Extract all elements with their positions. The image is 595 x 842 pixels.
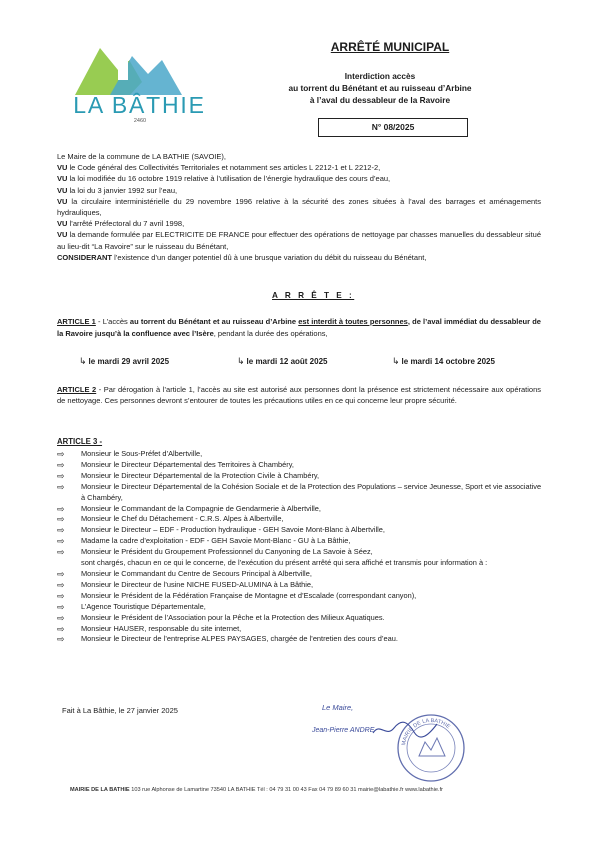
footer [70, 787, 540, 793]
operation-date: ↳ le mardi 12 août 2025 [237, 356, 328, 366]
operation-date: ↳ le mardi 14 octobre 2025 [392, 356, 495, 366]
list-item: ⇨ Monsieur le Directeur Départemental de la Cohésion Sociale et de la Protection des Populations – service Jeunesse, Sport et vie associative à Chambéry, [57, 481, 542, 502]
vu-line: VU l’arrêté Préfectoral du 7 avril 1998, [57, 219, 185, 229]
arrete-number-box: N° 08/2025 [318, 118, 468, 137]
return-arrow-icon: ↳ [237, 356, 245, 366]
document-title: ARRÊTÉ MUNICIPAL [330, 40, 450, 54]
vu-line: VU la loi du 3 janvier 1992 sur l’eau, [57, 185, 178, 195]
arrow-right-icon: ⇨ [57, 514, 65, 525]
arrow-right-icon: ⇨ [57, 536, 65, 547]
logo-subtext: 2460 [133, 118, 147, 124]
return-arrow-icon: ↳ [392, 356, 400, 366]
list-item: ⇨ Monsieur le Directeur de l’usine NICHE FUSED-ALUMINA à La Bâthie, [57, 579, 314, 590]
list-item: ⇨ Monsieur le Directeur – EDF - Production hydraulique - GEH Savoie Mont-Blanc à Albertville, [57, 525, 385, 536]
article-2-label: ARTICLE 2 [57, 385, 97, 394]
arrow-right-icon: ⇨ [57, 503, 65, 514]
vu-line: VU le Code général des Collectivités Territoriales et notamment ses articles L 2212-1 et L 2212-2, [57, 163, 381, 173]
arrow-right-icon: ⇨ [57, 525, 65, 536]
list-item: ⇨ Monsieur le Directeur Départemental des Territoires à Chambéry, [57, 459, 294, 470]
stamp-text: MAIRIE DE LA BATHIE [401, 717, 451, 747]
list-item: ⇨ Monsieur le Sous-Préfet d’Albertville, [57, 449, 203, 459]
arrow-right-icon: ⇨ [57, 449, 65, 459]
list-item: ⇨ Madame la cadre d’exploitation - EDF - GEH Savoie Mont-Blanc - GU à La Bâthie, [57, 536, 351, 547]
vu-line: VU la loi modifiée du 16 octobre 1919 relative à l’utilisation de l’énergie hydraulique des cours d’eau, [57, 174, 391, 184]
place-and-date: Fait à La Bâthie, le 27 janvier 2025 [62, 706, 178, 715]
arrow-right-icon: ⇨ [57, 459, 65, 470]
list-item: ⇨ Monsieur le Président de la Fédération Française de Montagne et d’Escalade (correspondant canyon), [57, 590, 417, 601]
arrow-right-icon: ⇨ [57, 547, 65, 558]
footer-org: MAIRIE DE LA BATHIE [70, 787, 130, 793]
return-arrow-icon: ↳ [79, 356, 87, 366]
mairie-stamp [395, 712, 467, 784]
signatory-title: Le Maire, [322, 703, 354, 712]
svg-text:MAIRIE DE LA BATHIE [401, 718, 451, 746]
article-2: ARTICLE 2 - Par dérogation à l’article 1, l’accès au site est autorisé aux personnes dont la présence est strictement nécessaire aux opérations de nettoyage. Ces personnes devront s’entourer de toutes les précautions utiles en ce qui concerne leur propre sécurité. [57, 385, 541, 406]
subtitle-line: au torrent du Bénétant et au ruisseau d’Arbine [288, 83, 472, 93]
arrow-right-icon: ⇨ [57, 579, 65, 590]
vu-line: VU la circulaire interministérielle du 29 novembre 1996 relative à la sécurité des zones situées à l’aval des barrages et aménagements hydrauliques, [57, 196, 541, 218]
charges-text: sont chargés, chacun en ce qui le concerne, de l’exécution du présent arrêté qui sera affiché et transmis pour information à : [81, 558, 488, 568]
arrow-right-icon: ⇨ [57, 601, 65, 612]
article-3-label: ARTICLE 3 - [57, 437, 103, 446]
arrow-right-icon: ⇨ [57, 481, 65, 492]
list-item: ⇨ Monsieur le Président du Groupement Professionnel du Canyoning de La Savoie à Séez, [57, 547, 373, 558]
considerant-line: CONSIDERANT l’existence d’un danger potentiel dû à une brusque variation du débit du ruisseau du Bénétant, [57, 252, 427, 262]
subtitle-line: à l’aval du dessableur de la Ravoire [309, 95, 451, 105]
prohibition-text: est interdit à toutes personnes [298, 317, 408, 326]
list-item: ⇨ L’Agence Touristique Départementale, [57, 601, 206, 612]
recipients-list [57, 449, 547, 645]
subtitle-line: Interdiction accès [344, 71, 416, 81]
list-item: ⇨ Monsieur le Chef du Détachement - C.R.S. Alpes à Albertville, [57, 514, 284, 525]
operation-date: ↳ le mardi 29 avril 2025 [79, 356, 170, 366]
document-subtitle [250, 70, 510, 106]
arrow-right-icon: ⇨ [57, 623, 65, 634]
preamble-intro: Le Maire de la commune de LA BATHIE (SAVOIE), [57, 152, 226, 161]
arrow-right-icon: ⇨ [57, 590, 65, 601]
arrete-heading: A R R Ê T E : [272, 291, 355, 300]
logo-wordmark: LA BÂTHIE [73, 92, 206, 118]
castle-tower-icon [118, 60, 128, 80]
list-item: ⇨ Monsieur le Directeur Départemental de la Protection Civile à Chambéry, [57, 470, 320, 481]
preamble [57, 151, 541, 263]
vu-line: VU la demande formulée par ELECTRICITE DE FRANCE pour effectuer des opérations de nettoyage par chasses manuelles du dessableur situé au lieu-dit “La Ravoire” sur le ruisseau du Bénétant, [57, 230, 541, 251]
operation-dates [57, 356, 541, 370]
signatory-name: Jean-Pierre ANDRE [312, 727, 375, 734]
list-item: ⇨ Monsieur le Président de l’Association pour la Pêche et la Protection des Milieux Aquatiques. [57, 612, 385, 623]
list-item: ⇨ Monsieur HAUSER, responsable du site internet, [57, 623, 242, 634]
list-item: ⇨ Monsieur le Commandant du Centre de Secours Principal à Albertville, [57, 568, 312, 579]
article-1: ARTICLE 1 - L’accès au torrent du Bénétant et au ruisseau d’Arbine est interdit à toutes personnes, de l’aval immédiat du dessableur de la Ravoire jusqu’à la confluence avec l’Isère, pendant la durée des opérations, [57, 317, 541, 338]
arrow-right-icon: ⇨ [57, 634, 65, 645]
article-1-label: ARTICLE 1 [57, 317, 96, 326]
arrow-right-icon: ⇨ [57, 612, 65, 623]
arrow-right-icon: ⇨ [57, 470, 65, 481]
list-item: ⇨ Monsieur le Commandant de la Compagnie de Gendarmerie à Albertville, [57, 503, 321, 514]
footer-contact: 103 rue Alphonse de Lamartine 73540 LA BATHIE Tél : 04 79 31 00 43 Fax 04 79 89 60 31 mairie@labathie.fr www.labathie.fr [129, 787, 443, 793]
list-item: ⇨ Monsieur le Directeur de l’entreprise ALPES PAYSAGES, chargée de l’entretien des cours d’eau. [57, 634, 398, 645]
arrow-right-icon: ⇨ [57, 568, 65, 579]
